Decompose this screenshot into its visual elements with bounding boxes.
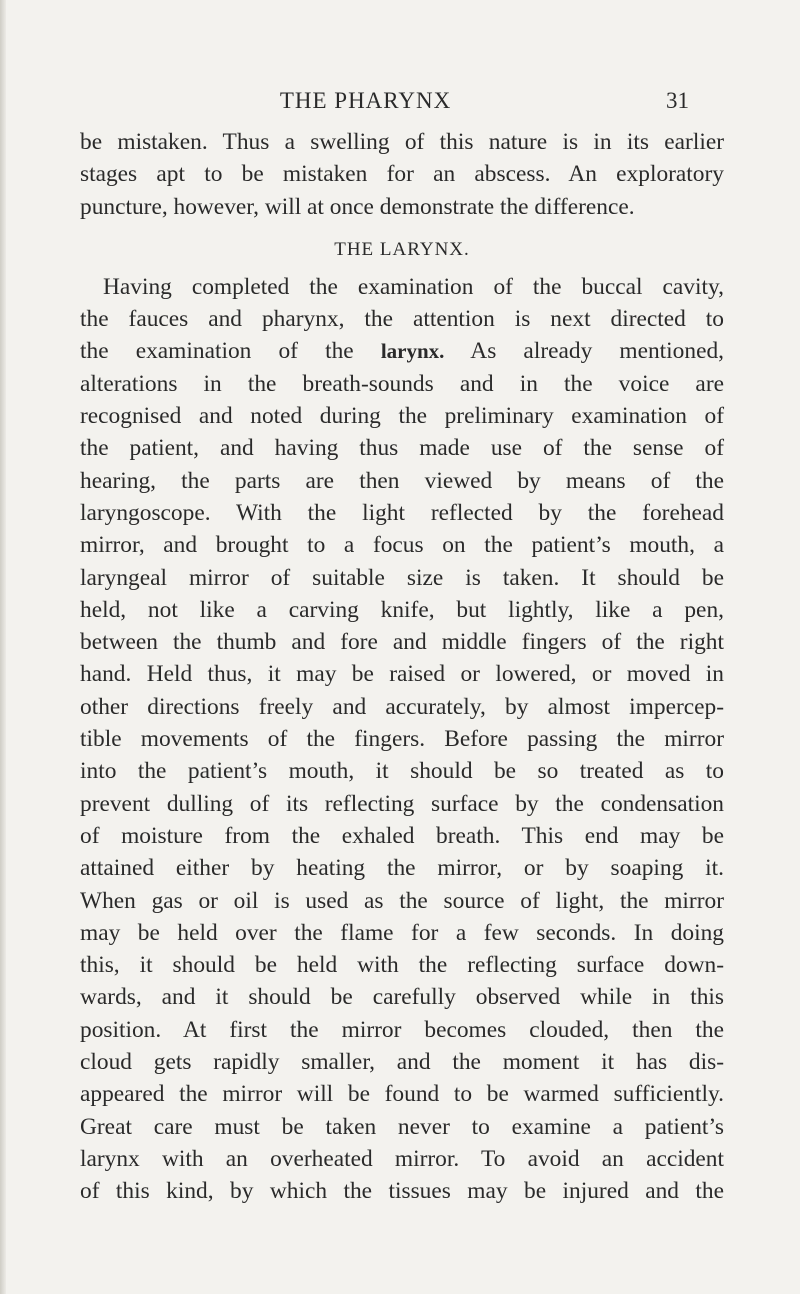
text-line: stages apt to be mistaken for an abscess. An exploratory: [80, 161, 724, 188]
page-number: 31: [666, 88, 689, 113]
text-line: Having completed the examination of the buccal cavity,: [103, 273, 724, 300]
text-line: Great care must be taken never to examine a patient’s: [80, 1113, 724, 1140]
text-line: alterations in the breath-sounds and in the voice are: [80, 370, 724, 397]
text-line: When gas or oil is used as the source of light, the mirror: [80, 887, 724, 914]
text-line: cloud gets rapidly smaller, and the moment it has dis-: [80, 1049, 724, 1076]
text-line-with-term: [80, 335, 724, 367]
text-line: hand. Held thus, it may be raised or lowered, or moved in: [80, 661, 724, 688]
text-line: prevent dulling of its reflecting surface by the condensation: [80, 790, 724, 817]
text-line: wards, and it should be carefully observed while in this: [80, 984, 724, 1011]
text-line: hearing, the parts are then viewed by means of the: [80, 467, 724, 494]
text-line: held, not like a carving knife, but lightly, like a pen,: [80, 596, 724, 623]
text-fragment: As already mentioned,: [470, 338, 724, 365]
running-head: [0, 88, 800, 118]
text-line: into the patient’s mouth, it should be so treated as to: [80, 758, 724, 785]
text-line: recognised and noted during the preliminary examination of: [80, 403, 724, 430]
text-fragment: the examination of the: [80, 338, 354, 365]
text-line: may be held over the flame for a few seconds. In doing: [80, 919, 724, 946]
running-title: THE PHARYNX: [279, 88, 452, 113]
text-line: the patient, and having thus made use of the sense of: [80, 435, 724, 462]
text-line: between the thumb and fore and middle fingers of the right: [80, 629, 724, 656]
text-line: mirror, and brought to a focus on the patient’s mouth, a: [80, 532, 724, 559]
text-line: larynx with an overheated mirror. To avoid an accident: [80, 1145, 724, 1172]
text-line: laryngoscope. With the light reflected by the forehead: [80, 499, 724, 526]
text-line: tible movements of the fingers. Before passing the mirror: [80, 726, 724, 753]
text-line: laryngeal mirror of suitable size is taken. It should be: [80, 564, 724, 591]
text-line: of this kind, by which the tissues may be injured and the: [80, 1178, 724, 1205]
emphasized-term: larynx.: [380, 339, 445, 364]
text-line: the fauces and pharynx, the attention is next directed to: [80, 306, 724, 333]
text-line: puncture, however, will at once demonstrate the difference.: [80, 193, 635, 220]
text-line: this, it should be held with the reflecting surface down-: [80, 952, 724, 979]
text-line: appeared the mirror will be found to be warmed sufficiently.: [80, 1081, 724, 1108]
text-line: of moisture from the exhaled breath. This end may be: [80, 822, 724, 849]
section-heading: THE LARYNX.: [334, 238, 470, 260]
text-line: position. At first the mirror becomes clouded, then the: [80, 1016, 724, 1043]
text-line: be mistaken. Thus a swelling of this nature is in its earlier: [80, 129, 724, 155]
body-text: [80, 126, 724, 1208]
text-line: other directions freely and accurately, by almost impercep-: [80, 693, 724, 720]
text-line: attained either by heating the mirror, or by soaping it.: [80, 855, 724, 882]
